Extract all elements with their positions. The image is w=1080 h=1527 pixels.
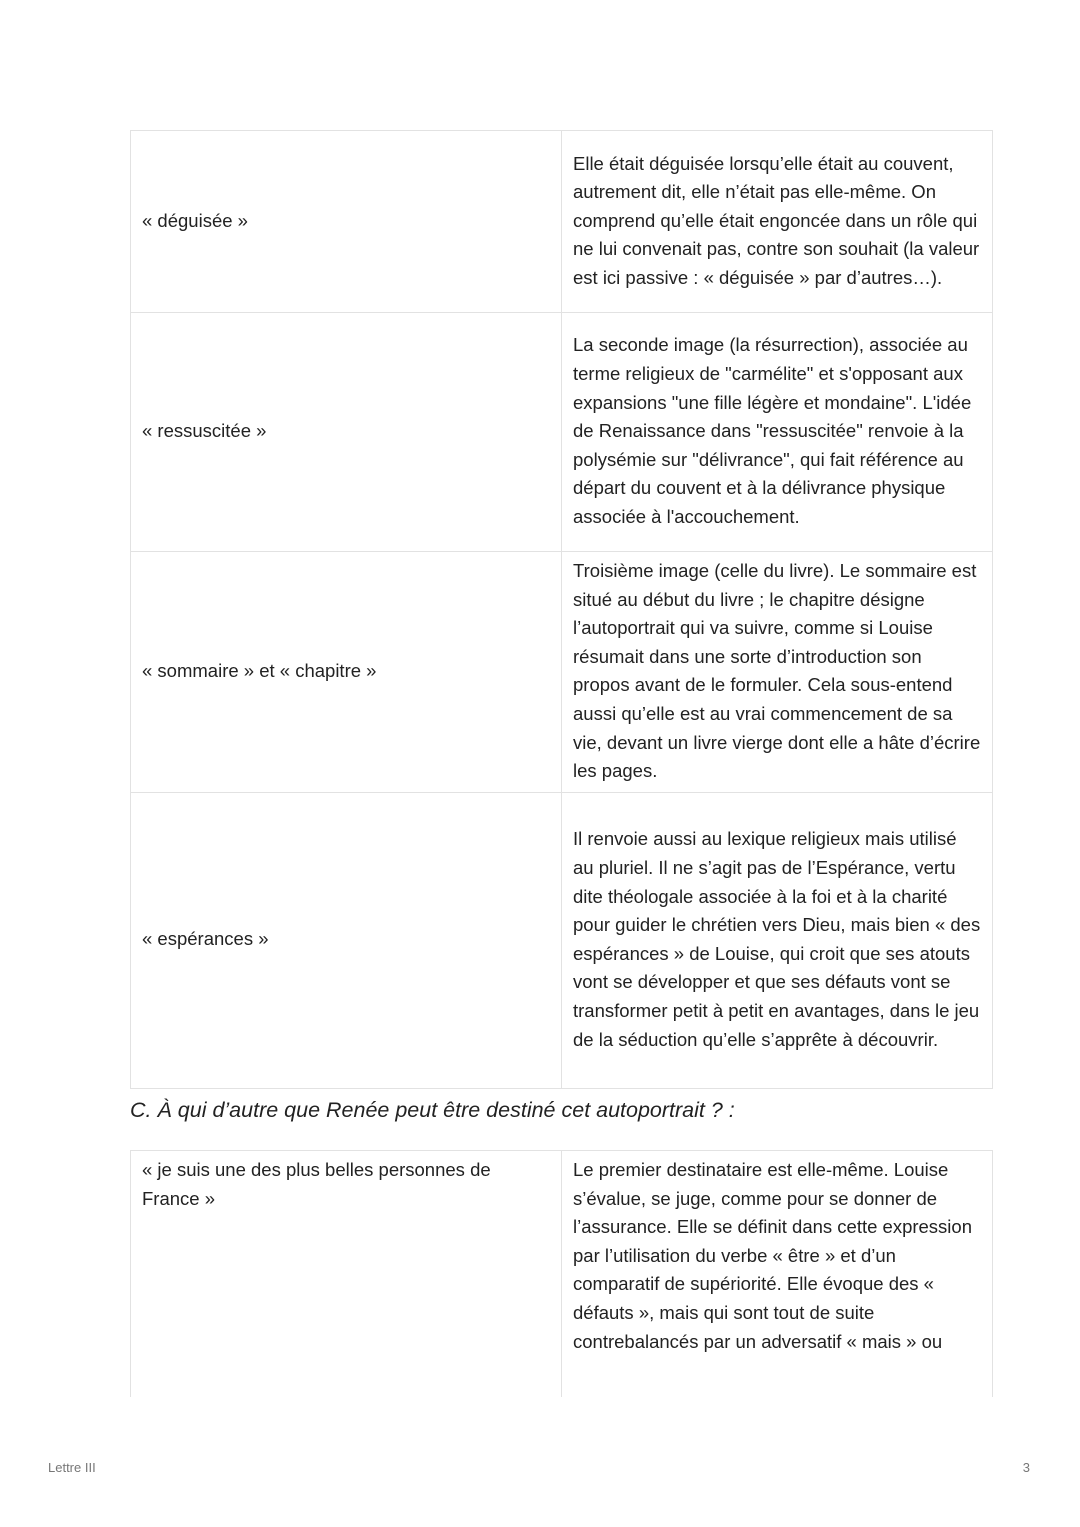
analysis-table (130, 130, 993, 1089)
table-row (131, 1151, 993, 1398)
term-cell: « je suis une des plus belles personnes de France » (131, 1151, 562, 1398)
term-cell: « ressuscitée » (131, 313, 562, 552)
analysis-cell: La seconde image (la résurrection), associée au terme religieux de "carmélite" et s'opposant aux expansions "une fille légère et mondaine". L'idée de Renaissance dans "ressuscitée" renvoie à la polysémie sur "délivrance", qui fait référence au départ du couvent et à la délivrance physique associée à l'accouchement. (562, 313, 993, 552)
analysis-cell: Le premier destinataire est elle-même. Louise s’évalue, se juge, comme pour se donner de l’assurance. Elle se définit dans cette expression par l’utilisation du verbe « être » et d’un comparatif de supériorité. Elle évoque des « défauts », mais qui sont tout de suite contrebalancés par un adversatif « mais » ou (562, 1151, 993, 1398)
destinataire-table (130, 1150, 993, 1397)
table-row (131, 552, 993, 793)
table-row (131, 313, 993, 552)
term-cell: « sommaire » et « chapitre » (131, 552, 562, 793)
term-cell: « espérances » (131, 792, 562, 1088)
page-number: 3 (1022, 1460, 1030, 1475)
analysis-cell: Il renvoie aussi au lexique religieux mais utilisé au pluriel. Il ne s’agit pas de l’Espérance, vertu dite théologale associée à la foi et à la charité pour guider le chrétien vers Dieu, mais bien « des espérances » de Louise, qui croit que ses atouts vont se développer et que ses défauts vont se transformer petit à petit en avantages, dans le jeu de la séduction qu’elle s’apprête à découvrir. (562, 792, 993, 1088)
section-heading: C. À qui d’autre que Renée peut être destiné cet autoportrait ? : (130, 1098, 735, 1122)
analysis-cell: Troisième image (celle du livre). Le sommaire est situé au début du livre ; le chapitre désigne l’autoportrait qui va suivre, comme si Louise résumait dans une sorte d’introduction son propos avant de le formuler. Cela sous-entend aussi qu’elle est au vrai commencement de sa vie, devant un livre vierge dont elle a hâte d’écrire les pages. (562, 552, 993, 793)
table-row (131, 792, 993, 1088)
table-row (131, 131, 993, 313)
footer-title: Lettre III (48, 1460, 96, 1475)
analysis-cell: Elle était déguisée lorsqu’elle était au couvent, autrement dit, elle n’était pas elle-même. On comprend qu’elle était engoncée dans un rôle qui ne lui convenait pas, contre son souhait (la valeur est ici passive : « déguisée » par d’autres…). (562, 131, 993, 313)
term-cell: « déguisée » (131, 131, 562, 313)
